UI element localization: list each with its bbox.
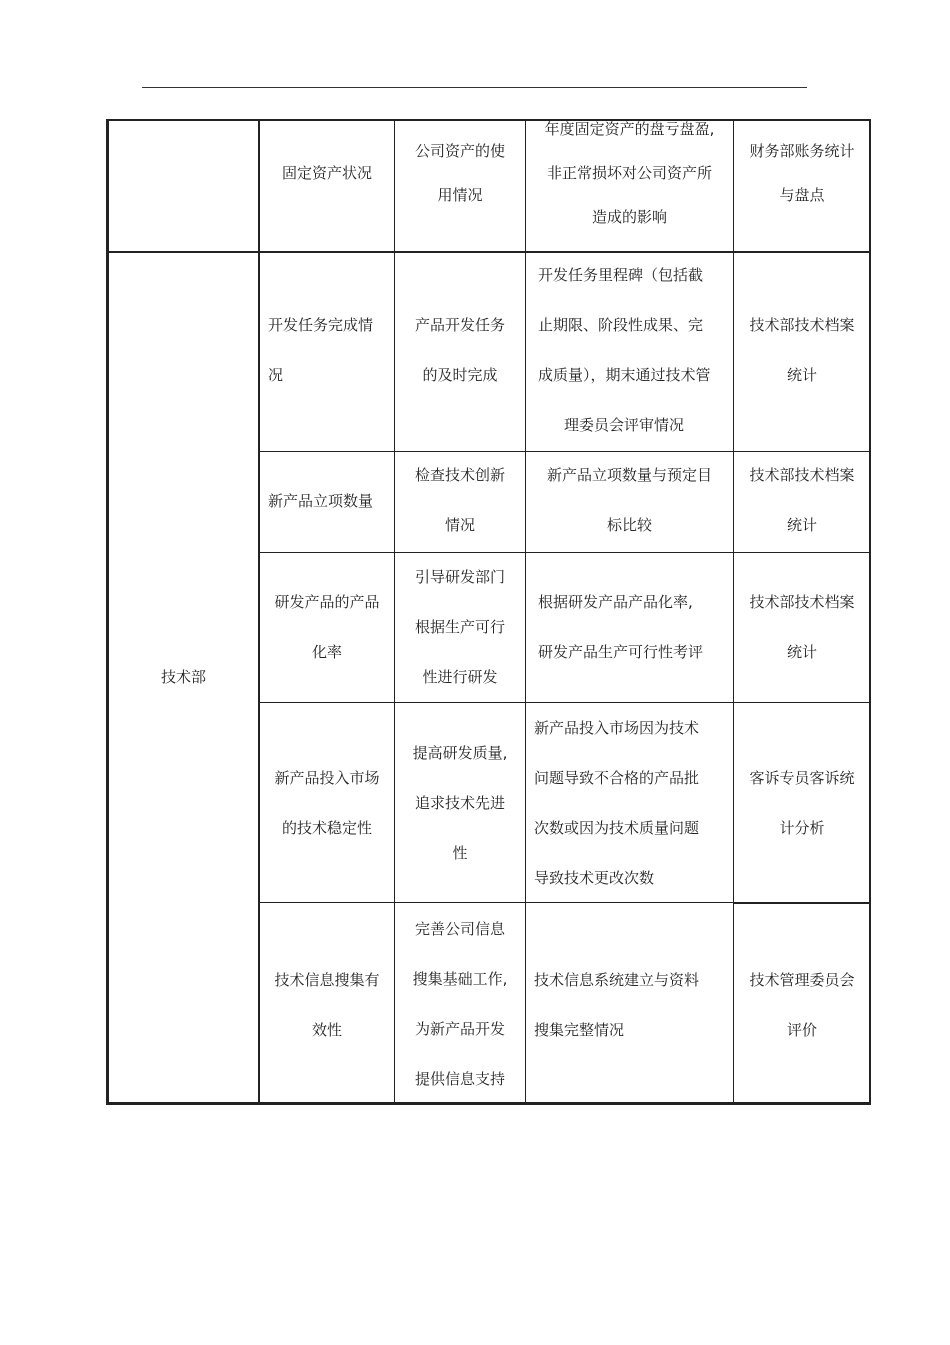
cell-text: 搜集完整情况 bbox=[534, 1021, 625, 1039]
row0-purpose-cell bbox=[395, 140, 525, 206]
row1-purpose-cell bbox=[395, 314, 525, 386]
cell-text: 搜集基础工作, bbox=[412, 970, 508, 988]
cell-text: 性 bbox=[452, 844, 468, 862]
cell-text: 新产品投入市场因为技术 bbox=[534, 719, 700, 737]
cell-text: 年度固定资产的盘亏盘盈, bbox=[544, 120, 715, 138]
row5-purpose-cell bbox=[395, 918, 525, 1090]
cell-text: 检查技术创新 bbox=[414, 466, 505, 484]
row-divider bbox=[258, 552, 871, 553]
cell-text: 为新产品开发 bbox=[414, 1020, 505, 1038]
row1-item-cell bbox=[260, 314, 394, 386]
cell-text: 止期限、阶段性成果、完 bbox=[538, 316, 704, 334]
cell-text: 评价 bbox=[786, 1021, 817, 1039]
cell-text: 的及时完成 bbox=[422, 366, 498, 384]
row-divider-full bbox=[106, 251, 871, 253]
row-divider bbox=[258, 702, 871, 703]
row2-criteria-cell bbox=[526, 464, 733, 536]
cell-text: 次数或因为技术质量问题 bbox=[534, 819, 700, 837]
cell-text: 新产品立项数量与预定目 bbox=[546, 466, 712, 484]
cell-text: 根据研发产品产品化率, bbox=[538, 593, 693, 611]
cell-text: 财务部账务统计 bbox=[749, 142, 855, 160]
cell-text: 与盘点 bbox=[779, 186, 825, 204]
cell-text: 导致技术更改次数 bbox=[534, 869, 655, 887]
row3-purpose-cell bbox=[395, 566, 525, 688]
cell-text: 技术管理委员会 bbox=[749, 971, 855, 989]
row0-item-cell bbox=[260, 162, 394, 183]
cell-text: 统计 bbox=[786, 366, 817, 384]
cell-text: 况 bbox=[268, 366, 284, 384]
cell-text: 提供信息支持 bbox=[414, 1070, 505, 1088]
cell-text: 新产品立项数量 bbox=[268, 492, 374, 510]
cell-text: 问题导致不合格的产品批 bbox=[534, 769, 700, 787]
table-border-top bbox=[106, 119, 871, 121]
row0-criteria-cell bbox=[526, 118, 733, 228]
row4-item-cell bbox=[260, 767, 394, 839]
cell-text: 计分析 bbox=[779, 819, 825, 837]
department-cell bbox=[109, 666, 258, 687]
department-label: 技术部 bbox=[160, 668, 206, 686]
row5-item-cell bbox=[260, 969, 394, 1041]
row2-source-cell bbox=[734, 464, 870, 536]
cell-text: 完善公司信息 bbox=[414, 920, 505, 938]
cell-text: 的技术稳定性 bbox=[281, 819, 372, 837]
row2-item-cell bbox=[260, 490, 394, 512]
cell-text: 客诉专员客诉统 bbox=[749, 769, 855, 787]
cell-text: 效性 bbox=[311, 1021, 342, 1039]
cell-text: 统计 bbox=[786, 516, 817, 534]
table-border-bottom bbox=[106, 1102, 871, 1105]
cell-text: 用情况 bbox=[437, 186, 483, 204]
cell-text: 性进行研发 bbox=[422, 668, 498, 686]
row2-purpose-cell bbox=[395, 464, 525, 536]
cell-text: 研发产品的产品 bbox=[274, 593, 380, 611]
row0-source-cell bbox=[734, 140, 870, 206]
cell-text: 追求技术先进 bbox=[414, 794, 505, 812]
row3-item-cell bbox=[260, 591, 394, 663]
cell-text: 技术信息系统建立与资料 bbox=[534, 971, 700, 989]
cell-text: 开发任务里程碑（包括截 bbox=[538, 266, 704, 284]
row4-source-cell bbox=[734, 767, 870, 839]
cell-text: 技术部技术档案 bbox=[749, 316, 855, 334]
row4-criteria-cell bbox=[526, 717, 733, 889]
row3-criteria-cell bbox=[526, 591, 733, 663]
cell-text: 研发产品生产可行性考评 bbox=[538, 643, 704, 661]
cell-text: 开发任务完成情 bbox=[268, 316, 374, 334]
cell-text: 提高研发质量, bbox=[412, 744, 508, 762]
row1-source-cell bbox=[734, 314, 870, 386]
cell-text: 公司资产的使 bbox=[414, 142, 505, 160]
row5-criteria-cell bbox=[526, 969, 733, 1041]
cell-text: 固定资产状况 bbox=[281, 164, 372, 182]
cell-text: 根据生产可行 bbox=[414, 618, 505, 636]
cell-text: 非正常损坏对公司资产所 bbox=[546, 164, 712, 182]
table-border-left bbox=[106, 119, 109, 1105]
cell-text: 造成的影响 bbox=[591, 208, 667, 226]
cell-text: 情况 bbox=[444, 516, 475, 534]
row5-source-cell bbox=[734, 969, 870, 1041]
row1-criteria-cell bbox=[526, 264, 733, 436]
cell-text: 成质量），期末通过技术管 bbox=[538, 366, 711, 384]
cell-text: 理委员会评审情况 bbox=[564, 416, 685, 434]
cell-text: 技术信息搜集有 bbox=[274, 971, 380, 989]
row-divider-thick bbox=[733, 902, 871, 904]
cell-text: 新产品投入市场 bbox=[274, 769, 380, 787]
cell-text: 产品开发任务 bbox=[414, 316, 505, 334]
row-divider bbox=[258, 902, 733, 903]
row3-source-cell bbox=[734, 591, 870, 663]
cell-text: 统计 bbox=[786, 643, 817, 661]
cell-text: 技术部技术档案 bbox=[749, 593, 855, 611]
cell-text: 化率 bbox=[311, 643, 342, 661]
row-divider bbox=[258, 451, 871, 452]
row4-purpose-cell bbox=[395, 742, 525, 864]
cell-text: 技术部技术档案 bbox=[749, 466, 855, 484]
cell-text: 引导研发部门 bbox=[414, 568, 505, 586]
cell-text: 标比较 bbox=[606, 516, 652, 534]
